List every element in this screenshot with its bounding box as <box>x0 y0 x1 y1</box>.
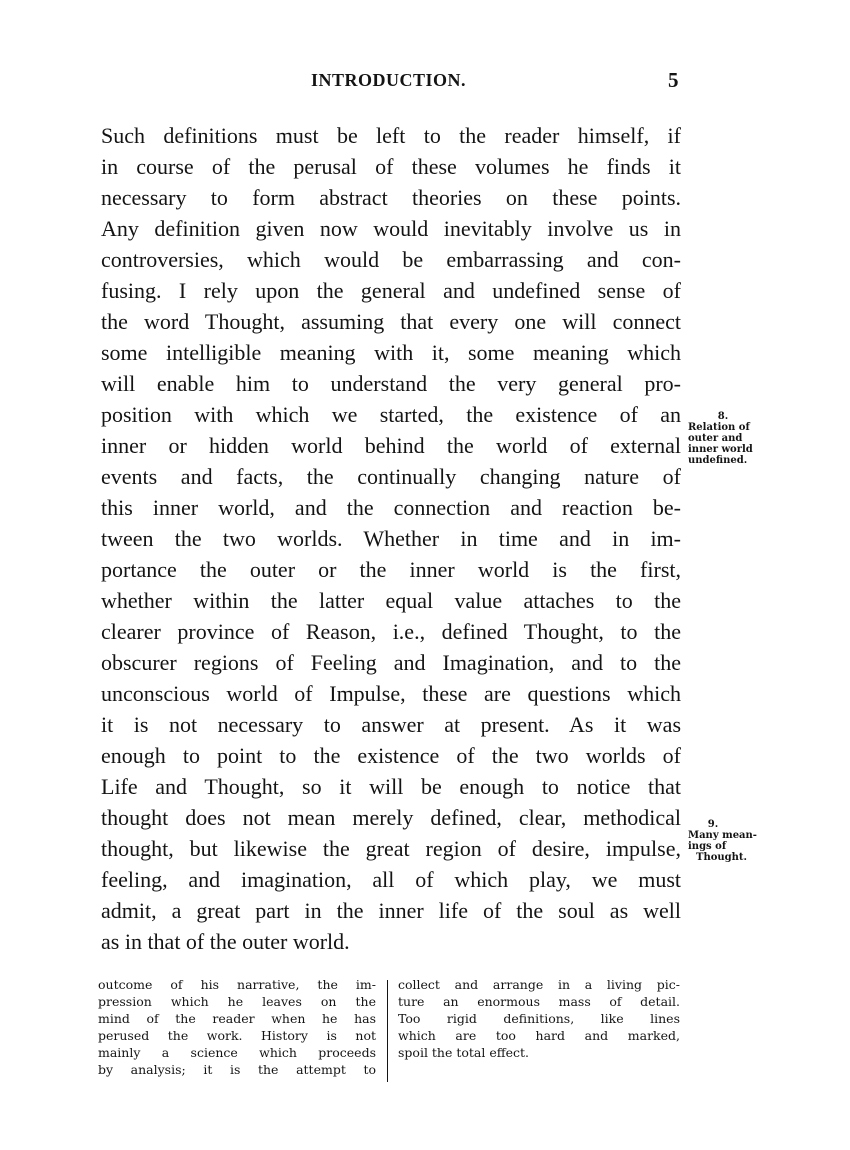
body-line: position with which we started, the existence of an <box>101 402 681 427</box>
body-line: unconscious world of Impulse, these are questions which <box>101 681 681 706</box>
footnote-line: Too rigid definitions, like lines <box>398 1011 680 1026</box>
body-line: this inner world, and the connection and reaction be- <box>101 495 681 520</box>
body-text <box>101 120 681 957</box>
footnote-column-divider <box>387 980 388 1082</box>
body-line: tween the two worlds. Whether in time and in im- <box>101 526 681 551</box>
body-line: enough to point to the existence of the two worlds of <box>101 743 681 768</box>
body-line: inner or hidden world behind the world of external <box>101 433 681 458</box>
body-line: as in that of the outer world. <box>101 929 350 954</box>
margin-note-9 <box>688 819 770 863</box>
footnote-line: collect and arrange in a living pic- <box>398 977 680 992</box>
footnote-right-column <box>398 976 680 1061</box>
footnote-line: ture an enormous mass of detail. <box>398 994 680 1009</box>
page-number: 5 <box>668 68 679 92</box>
body-line: will enable him to understand the very general pro- <box>101 371 681 396</box>
body-line: the word Thought, assuming that every one will connect <box>101 309 681 334</box>
footnote-line: pression which he leaves on the <box>98 994 376 1009</box>
margin-note-line: Thought. <box>696 852 748 863</box>
body-line: Life and Thought, so it will be enough to notice that <box>101 774 681 799</box>
body-line: some intelligible meaning with it, some meaning which <box>101 340 681 365</box>
footnote-line: by analysis; it is the attempt to <box>98 1062 376 1077</box>
footnote-left-column <box>98 976 376 1078</box>
margin-note-8 <box>688 411 770 466</box>
margin-note-line: Many mean- <box>688 830 757 841</box>
body-line: feeling, and imagination, all of which play, we must <box>101 867 681 892</box>
footnote-line: perused the work. History is not <box>98 1028 376 1043</box>
footnote-line: which are too hard and marked, <box>398 1028 680 1043</box>
body-line: necessary to form abstract theories on these points. <box>101 185 681 210</box>
body-line: whether within the latter equal value attaches to the <box>101 588 681 613</box>
body-line: clearer province of Reason, i.e., defined Thought, to the <box>101 619 681 644</box>
running-head: INTRODUCTION. <box>311 70 467 90</box>
body-line: it is not necessary to answer at present. As it was <box>101 712 681 737</box>
footnote-line: outcome of his narrative, the im- <box>98 977 376 992</box>
margin-note-line: undefined. <box>688 455 748 466</box>
body-line: Any definition given now would inevitably involve us in <box>101 216 681 241</box>
margin-note-line: Relation of <box>688 422 750 433</box>
body-line: events and facts, the continually changing nature of <box>101 464 681 489</box>
footnote-line: mainly a science which proceeds <box>98 1045 376 1060</box>
body-line: in course of the perusal of these volumes he finds it <box>101 154 681 179</box>
body-line: obscurer regions of Feeling and Imagination, and to the <box>101 650 681 675</box>
footnotes <box>98 976 684 1086</box>
footnote-line: mind of the reader when he has <box>98 1011 376 1026</box>
body-line: thought, but likewise the great region of desire, impulse, <box>101 836 681 861</box>
body-line: controversies, which would be embarrassing and con- <box>101 247 681 272</box>
margin-note-line: outer and <box>688 433 743 444</box>
margin-note-line: inner world <box>688 444 753 455</box>
body-line: admit, a great part in the inner life of the soul as well <box>101 898 681 923</box>
body-line: Such definitions must be left to the reader himself, if <box>101 123 681 148</box>
body-line: fusing. I rely upon the general and undefined sense of <box>101 278 681 303</box>
margin-note-line: ings of <box>688 841 727 852</box>
body-line: portance the outer or the inner world is the first, <box>101 557 681 582</box>
body-line: thought does not mean merely defined, clear, methodical <box>101 805 681 830</box>
footnote-line: spoil the total effect. <box>398 1045 530 1060</box>
margin-note-number: 8. <box>717 411 729 422</box>
margin-note-number: 9. <box>707 819 719 830</box>
